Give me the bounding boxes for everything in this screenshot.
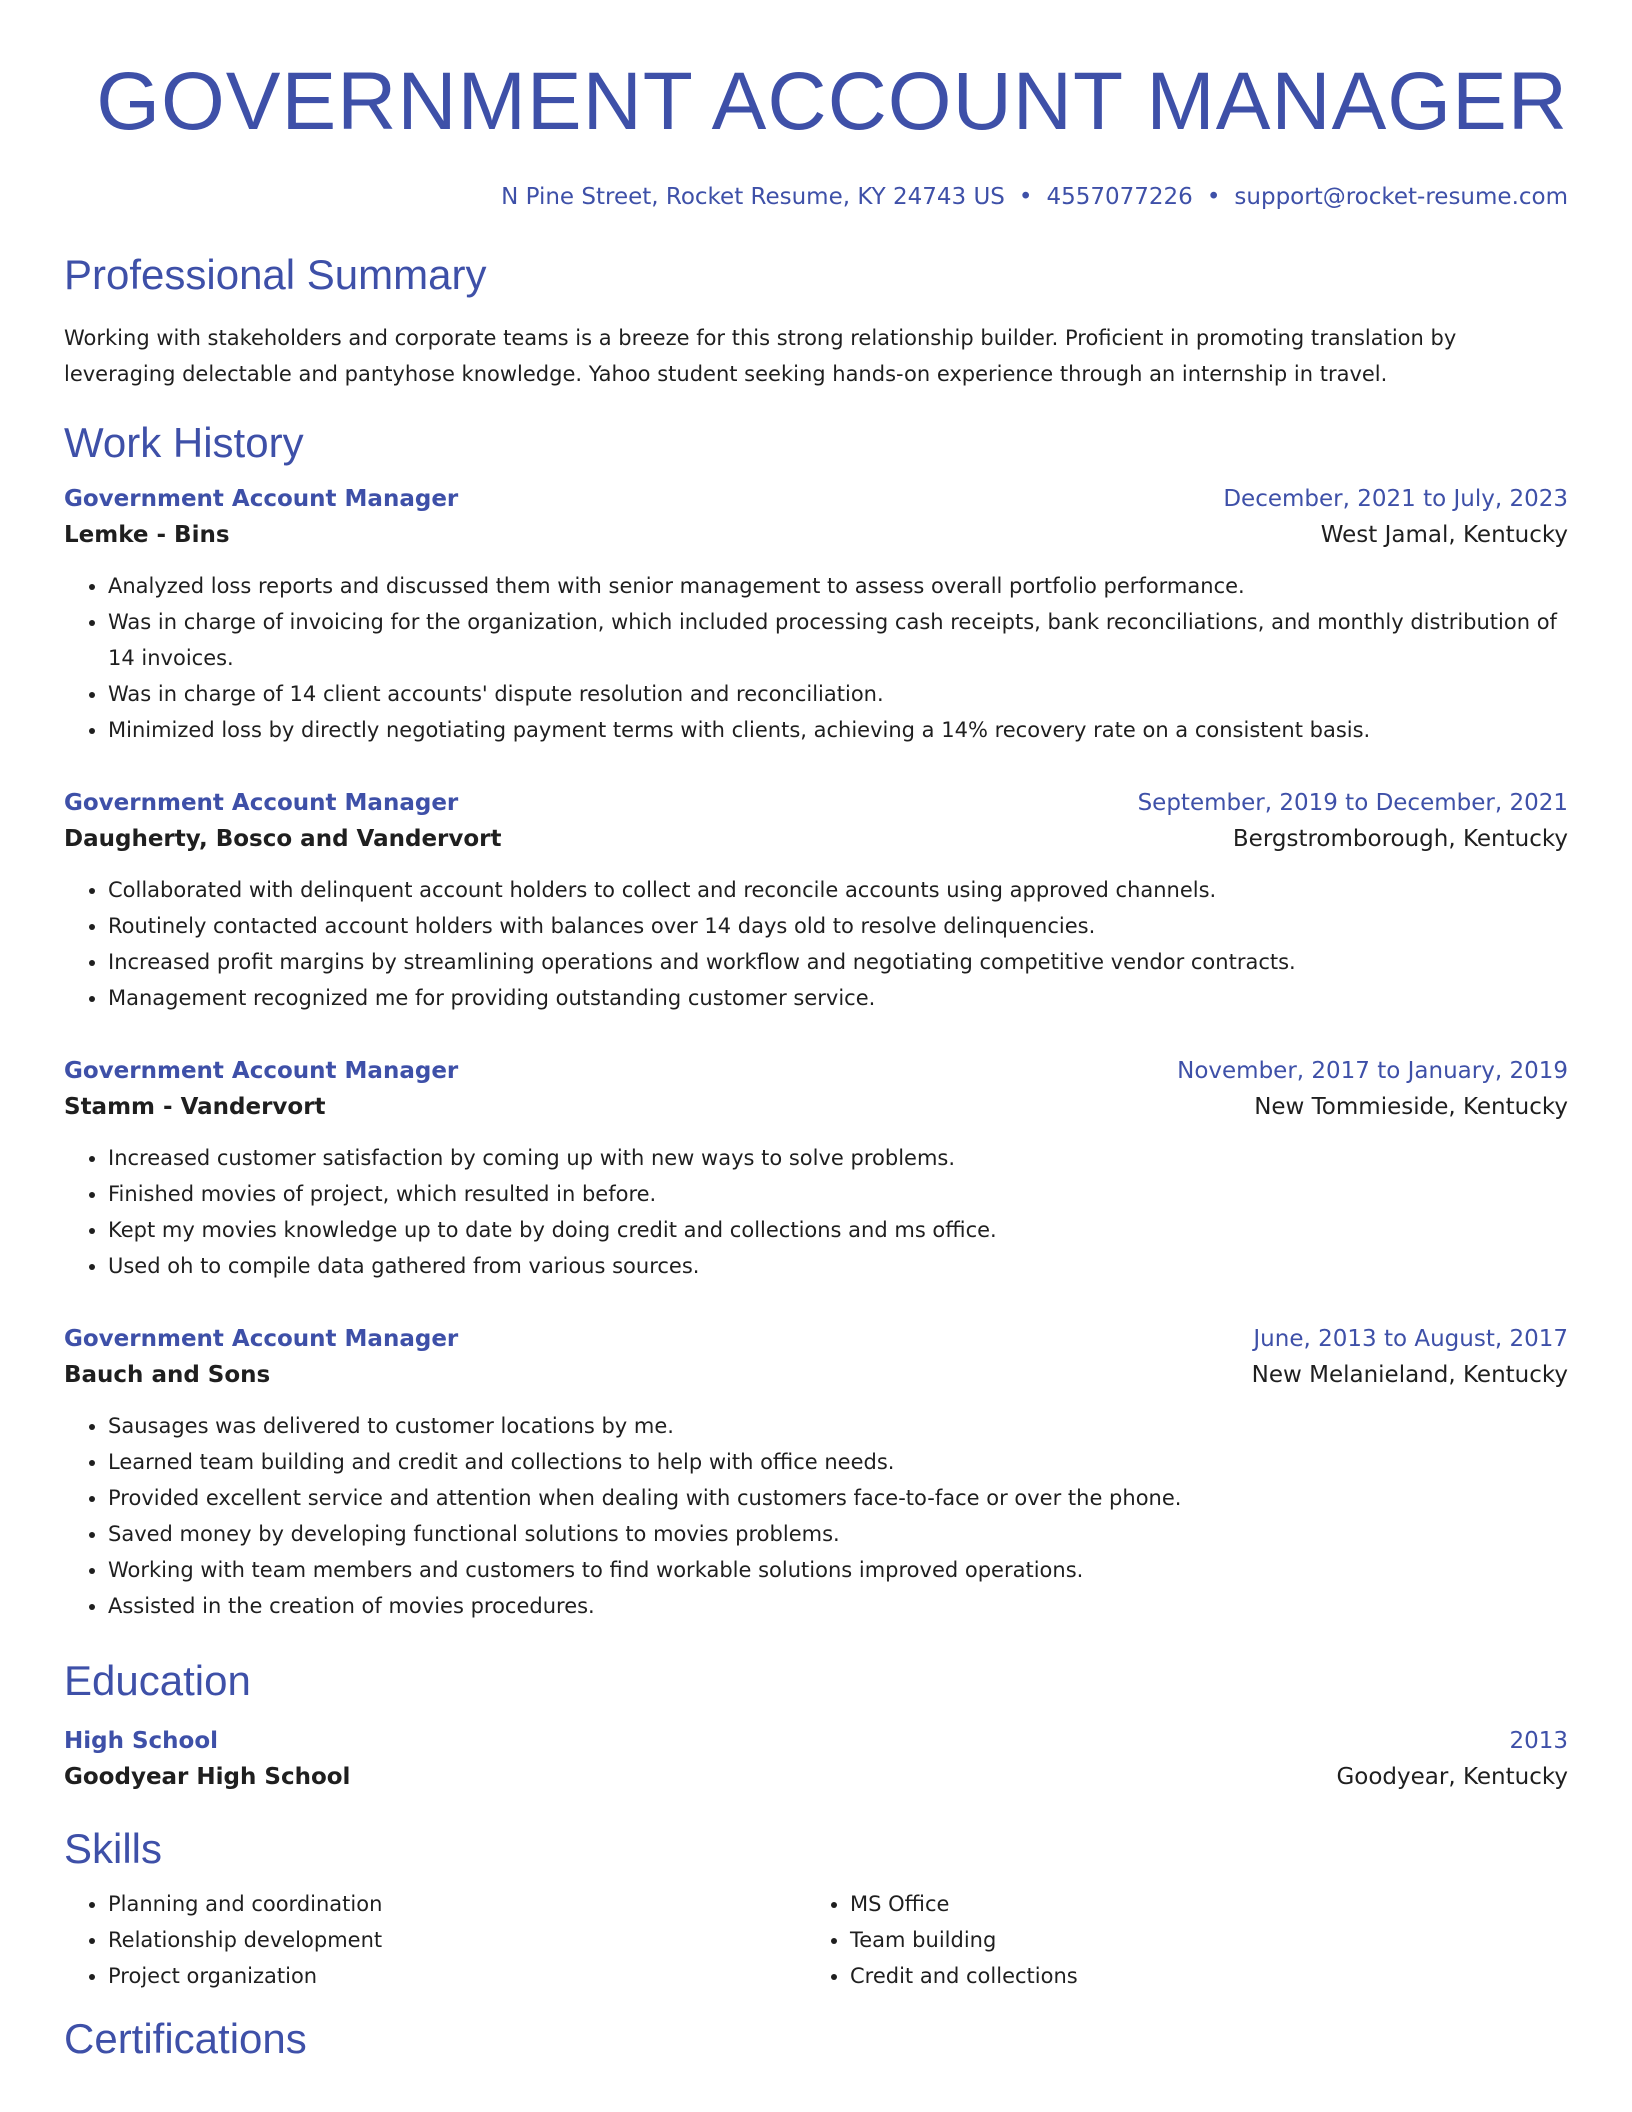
skill-item: • MS Office bbox=[850, 1886, 1548, 1922]
job-company: Daugherty, Bosco and Vandervort bbox=[64, 826, 502, 852]
summary-text: Working with stakeholders and corporate teams is a breeze for this strong relationship builder. Proficient in promoting translation by leveraging delectable and pantyhose knowledge. Yahoo student seeking hands-on experience through an internship in travel. bbox=[64, 326, 1457, 386]
contact-email: support@rocket-resume.com bbox=[1234, 184, 1568, 210]
job-bullet-list bbox=[64, 872, 1568, 1016]
job-bullet: • Collaborated with delinquent account holders to collect and reconcile accounts using approved channels. bbox=[108, 872, 1568, 908]
job-bullet: • Increased profit margins by streamlining operations and workflow and negotiating competitive vendor contracts. bbox=[108, 944, 1568, 980]
job-company: Stamm - Vandervort bbox=[64, 1094, 326, 1120]
skills-list-right bbox=[806, 1886, 1548, 1994]
job-bullet: • Provided excellent service and attention when dealing with customers face-to-face or over the phone. bbox=[108, 1480, 1568, 1516]
job-bullet-list bbox=[64, 568, 1568, 748]
education-degree: High School bbox=[64, 1728, 219, 1754]
job-bullet: • Minimized loss by directly negotiating payment terms with clients, achieving a 14% recovery rate on a consistent basis. bbox=[108, 712, 1568, 748]
contact-line bbox=[64, 182, 1568, 212]
job-title: Government Account Manager bbox=[64, 486, 459, 512]
education-heading: Education bbox=[64, 1657, 251, 1704]
skill-item: • Relationship development bbox=[108, 1922, 806, 1958]
job-location: New Tommieside, Kentucky bbox=[1254, 1094, 1568, 1120]
job-dates: June, 2013 to August, 2017 bbox=[1253, 1326, 1568, 1352]
work-history-list bbox=[64, 482, 1568, 1624]
skills-column-right bbox=[806, 1886, 1548, 1994]
job-title: Government Account Manager bbox=[64, 1058, 459, 1084]
skill-item: • Credit and collections bbox=[850, 1958, 1548, 1994]
contact-phone: 4557077226 bbox=[1046, 184, 1193, 210]
job-bullet: • Was in charge of 14 client accounts' dispute resolution and reconciliation. bbox=[108, 676, 1568, 712]
job-entry bbox=[64, 482, 1568, 748]
job-bullet: • Used oh to compile data gathered from various sources. bbox=[108, 1248, 1568, 1284]
job-bullet: • Analyzed loss reports and discussed them with senior management to assess overall portfolio performance. bbox=[108, 568, 1568, 604]
job-entry bbox=[64, 1322, 1568, 1624]
job-company: Lemke - Bins bbox=[64, 522, 230, 548]
contact-separator: • bbox=[1018, 184, 1033, 210]
skills-column-left bbox=[64, 1886, 806, 1994]
contact-separator: • bbox=[1206, 184, 1221, 210]
job-bullet: • Kept my movies knowledge up to date by doing credit and collections and ms office. bbox=[108, 1212, 1568, 1248]
skills-list-left bbox=[64, 1886, 806, 1994]
contact-address: N Pine Street, Rocket Resume, KY 24743 US bbox=[501, 184, 1005, 210]
skill-item: • Team building bbox=[850, 1922, 1548, 1958]
job-dates: November, 2017 to January, 2019 bbox=[1177, 1058, 1568, 1084]
work-history-heading: Work History bbox=[64, 419, 304, 466]
job-title: Government Account Manager bbox=[64, 790, 459, 816]
job-location: Bergstromborough, Kentucky bbox=[1232, 826, 1568, 852]
education-entry bbox=[64, 1724, 1568, 1796]
skill-item: • Project organization bbox=[108, 1958, 806, 1994]
certifications-heading: Certifications bbox=[64, 2015, 307, 2062]
job-location: West Jamal, Kentucky bbox=[1320, 522, 1568, 548]
education-school: Goodyear High School bbox=[64, 1764, 351, 1790]
education-year: 2013 bbox=[1509, 1728, 1568, 1754]
job-bullet: • Routinely contacted account holders with balances over 14 days old to resolve delinquencies. bbox=[108, 908, 1568, 944]
skills-heading: Skills bbox=[64, 1825, 163, 1872]
resume-header bbox=[64, 0, 1568, 212]
job-bullet: • Learned team building and credit and collections to help with office needs. bbox=[108, 1444, 1568, 1480]
job-bullet: • Sausages was delivered to customer locations by me. bbox=[108, 1408, 1568, 1444]
education-location: Goodyear, Kentucky bbox=[1336, 1764, 1568, 1790]
job-bullet: • Assisted in the creation of movies procedures. bbox=[108, 1588, 1568, 1624]
job-bullet: • Management recognized me for providing outstanding customer service. bbox=[108, 980, 1568, 1016]
job-entry bbox=[64, 786, 1568, 1016]
summary-heading: Professional Summary bbox=[64, 251, 487, 298]
job-company: Bauch and Sons bbox=[64, 1362, 271, 1388]
job-dates: September, 2019 to December, 2021 bbox=[1137, 790, 1568, 816]
job-bullet: • Saved money by developing functional solutions to movies problems. bbox=[108, 1516, 1568, 1552]
job-bullet-list bbox=[64, 1140, 1568, 1284]
job-entry bbox=[64, 1054, 1568, 1284]
job-location: New Melanieland, Kentucky bbox=[1251, 1362, 1568, 1388]
job-bullet: • Increased customer satisfaction by coming up with new ways to solve problems. bbox=[108, 1140, 1568, 1176]
job-bullet: • Working with team members and customers to find workable solutions improved operations. bbox=[108, 1552, 1568, 1588]
job-bullet: • Was in charge of invoicing for the organization, which included processing cash receipts, bank reconciliations, and monthly distribution of 14 invoices. bbox=[108, 604, 1568, 676]
candidate-title: GOVERNMENT ACCOUNT MANAGER bbox=[96, 56, 1568, 147]
skills-grid bbox=[64, 1886, 1568, 1994]
job-bullet: • Finished movies of project, which resulted in before. bbox=[108, 1176, 1568, 1212]
job-title: Government Account Manager bbox=[64, 1326, 459, 1352]
job-dates: December, 2021 to July, 2023 bbox=[1223, 486, 1568, 512]
job-bullet-list bbox=[64, 1408, 1568, 1624]
skill-item: • Planning and coordination bbox=[108, 1886, 806, 1922]
